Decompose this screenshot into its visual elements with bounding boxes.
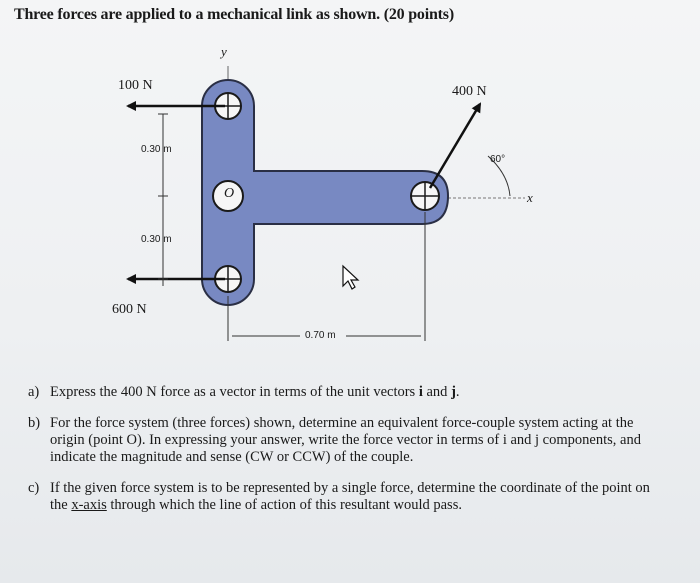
pin-right — [411, 182, 439, 210]
mechanical-link-figure — [0, 36, 700, 366]
x-axis-term: x-axis — [71, 497, 107, 513]
question-c-text-end: through which the line of action of this resultant would pass. — [106, 497, 462, 513]
force-100n-label: 100 N — [118, 78, 153, 93]
question-b-marker: b) — [28, 415, 41, 431]
angle-label: 60° — [490, 154, 506, 165]
question-c-text-start: If the given force system is to be represented by a single force, determine the coordinate of the point on the — [50, 480, 650, 513]
question-c — [28, 480, 668, 514]
y-axis-label: y — [221, 44, 227, 59]
dimension-horizontal — [228, 212, 425, 341]
unit-vector-j: j — [451, 384, 456, 400]
question-list — [28, 384, 668, 528]
question-b-text: For the force system (three forces) shown, determine an equivalent force-couple system acting at the origin (point O). In expressing your answer, write the force vector in terms of i and j components, and indicate the magnitude and sense (CW or CCW) of the couple. — [50, 415, 641, 465]
unit-vector-i: i — [418, 384, 423, 400]
question-a-marker: a) — [28, 384, 40, 400]
mouse-cursor-icon — [343, 266, 358, 289]
question-a-text: Express the 400 N force as a vector in terms of the unit vectors — [50, 384, 419, 400]
force-400n-label: 400 N — [452, 84, 487, 99]
question-a — [28, 384, 668, 401]
dimension-upper-label: 0.30 m — [141, 144, 172, 155]
dimension-vertical — [158, 114, 168, 286]
force-600n-label: 600 N — [112, 302, 147, 317]
question-a-end: . — [455, 384, 460, 400]
problem-title: Three forces are applied to a mechanical link as shown. (20 points) — [14, 6, 454, 23]
link-diagram — [0, 36, 700, 366]
question-b — [28, 415, 668, 466]
x-axis-label: x — [527, 190, 533, 205]
force-400n-arrow — [430, 104, 480, 188]
question-a-and: and — [422, 384, 452, 400]
dimension-horizontal-label: 0.70 m — [305, 330, 336, 341]
origin-label: O — [224, 186, 235, 201]
question-c-marker: c) — [28, 480, 40, 496]
dimension-lower-label: 0.30 m — [141, 234, 172, 245]
